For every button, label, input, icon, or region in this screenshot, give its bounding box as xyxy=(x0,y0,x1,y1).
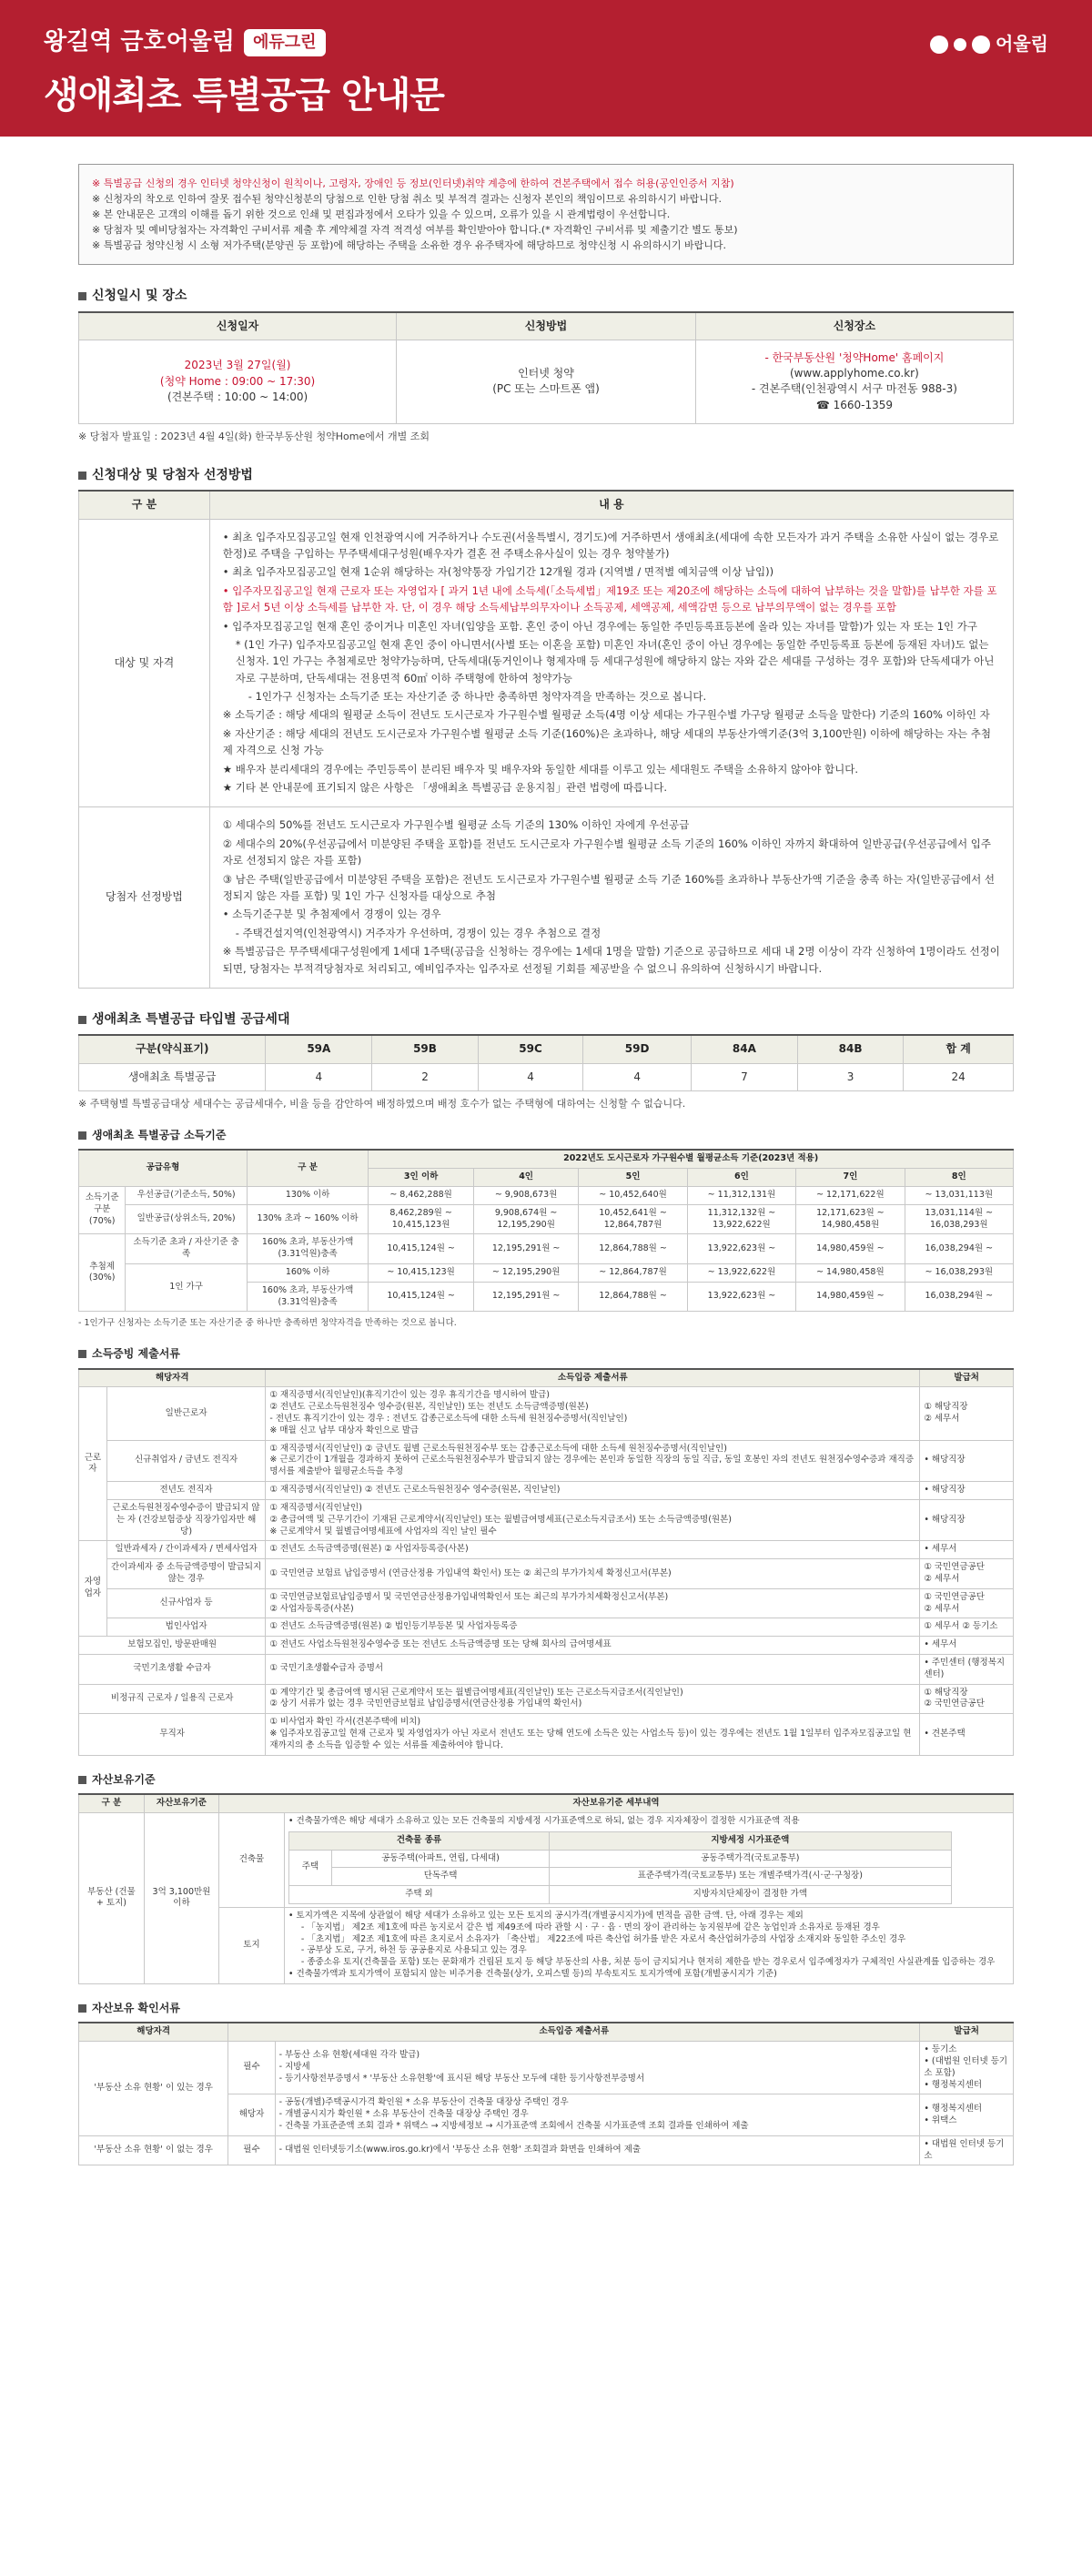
schedule-place: - 견본주택(인천광역시 서구 마전동 988-3) xyxy=(751,382,957,396)
income-div: 160% 초과, 부동산가액(3.31억원)충족 xyxy=(247,1282,369,1312)
income-value: ~ 12,171,622원 xyxy=(796,1186,905,1204)
docs-who: 근로소득원천징수영수증이 발급되지 않는 자 (건강보험증상 직장가입자만 해당) xyxy=(106,1499,266,1540)
income-type: 1인 가구 xyxy=(126,1264,248,1312)
brand-logo xyxy=(930,31,1048,57)
income-value: 13,031,114원 ~ 16,038,293원 xyxy=(905,1204,1013,1234)
income-type: 일반공급(상위소득, 20%) xyxy=(126,1204,248,1234)
criteria-line: * (1인 가구) 입주자모집공고일 현재 혼인 중이 아니면서(사별 또는 이혼을 포함) 미혼인 자녀(혼인 중이 아닌 경우에는 동일한 주민등록표 등본에 등재된 자녀)도 없는 신청자. 1인 가구는 추첨제로만 청약가능하며, 단독세대(동거인이나 형제자매 등 세대구성원에 해당하지 않는 자와 같은 세대를 구성하는 경우 포함)와 단독세대가 아닌 자로 구분하며, 단독세대는 전용면적 60㎡ 이하 주택형에 한하여 청약가능 xyxy=(235,637,995,685)
table-header: 지방세정 시가표준액 xyxy=(550,1831,952,1850)
table-header: 건축물 종류 xyxy=(288,1831,549,1850)
section-title-schedule: 신청일시 및 장소 xyxy=(78,287,1014,305)
assetdocs-who: '부동산 소유 현황' 이 있는 경우 xyxy=(79,2042,228,2136)
table-header: 구분(약식표기) xyxy=(79,1035,266,1063)
docs-issuer: • 해당직장 xyxy=(920,1482,1014,1500)
docs-list: ① 계약기간 및 총급여액 명시된 근로계약서 또는 월별급여명세표(직인날인) 또는 근로소득지급조서(직인날인) ② 상기 서류가 없는 경우 국민연금보험료 납입증명서(연금산정용 가입내역 확인서) xyxy=(266,1684,920,1714)
docs-issuer: ① 세무서 ② 등기소 xyxy=(920,1618,1014,1637)
section-title-docs: 소득증빙 제출서류 xyxy=(78,1346,1014,1362)
docs-list: ① 재직증명서(직인날인) ② 전년도 근로소득원천징수 영수증(원본, 직인날인) xyxy=(266,1482,920,1500)
table-header: 84A xyxy=(691,1035,797,1063)
table-header: 구 분 xyxy=(79,491,210,519)
logo-dot-icon xyxy=(972,35,990,54)
criteria-line: - 1인가구 신청자는 소득기준 또는 자산기준 중 하나만 충족하면 청약자격을 만족하는 것으로 봅니다. xyxy=(248,690,707,704)
header-subtitle-row xyxy=(44,25,1048,60)
docs-issuer: • 해당직장 xyxy=(920,1440,1014,1481)
docs-issuer: ① 해당직장 ② 국민연금공단 xyxy=(920,1684,1014,1714)
table-header: 4인 xyxy=(473,1169,579,1187)
table-header: 소득입증 제출서류 xyxy=(228,2023,920,2041)
table-row xyxy=(79,1440,1014,1481)
income-value: 12,195,291원 ~ xyxy=(473,1234,579,1264)
assetdocs-req: 해당자 xyxy=(228,2094,275,2135)
table-header: 3인 이하 xyxy=(369,1169,474,1187)
docs-group: 자영업자 xyxy=(79,1541,107,1637)
asset-line: - 공부상 도로, 구거, 하천 등 공공용지로 사용되고 있는 경우 xyxy=(300,1945,527,1956)
asset-label: 부동산 (건물 + 토지) xyxy=(79,1812,145,1983)
notice-item: ※ 특별공급 신청의 경우 인터넷 청약신청이 원칙이나, 고령자, 장애인 등 정보(인터넷)취약 계층에 한하여 견본주택에서 접수 허용(공인인증서 지참) xyxy=(92,177,734,189)
section-title-assetdocs: 자산보유 확인서류 xyxy=(78,2001,1014,2016)
asset-std: 3억 3,100만원 이하 xyxy=(144,1812,218,1983)
income-note: - 1인가구 신청자는 소득기준 또는 자산기준 중 하나만 충족하면 청약자격을 만족하는 것으로 봅니다. xyxy=(78,1318,457,1329)
assetdocs-req: 필수 xyxy=(228,2135,275,2165)
income-value: 10,415,124원 ~ xyxy=(369,1282,474,1312)
schedule-method-sub: (PC 또는 스마트폰 앱) xyxy=(492,382,600,396)
docs-who: 전년도 전직자 xyxy=(106,1482,266,1500)
schedule-place-cell xyxy=(695,340,1013,423)
income-value: ~ 8,462,288원 xyxy=(369,1186,474,1204)
table-header: 소득입증 제출서류 xyxy=(266,1369,920,1387)
table-header: 6인 xyxy=(687,1169,795,1187)
income-value: ~ 13,922,622원 xyxy=(687,1264,795,1283)
section-title-supply: 생애최초 특별공급 타입별 공급세대 xyxy=(78,1010,1014,1029)
income-value: 16,038,294원 ~ xyxy=(905,1282,1013,1312)
income-value: 9,908,674원 ~ 12,195,290원 xyxy=(473,1204,579,1234)
income-div: 130% 초과 ~ 160% 이하 xyxy=(247,1204,369,1234)
table-header: 7인 xyxy=(796,1169,905,1187)
docs-who: 국민기초생활 수급자 xyxy=(79,1655,266,1685)
table-header: 8인 xyxy=(905,1169,1013,1187)
docs-list: ① 전년도 소득금액증명(원본) ② 법인등기부등본 및 사업자등록증 xyxy=(266,1618,920,1637)
asset-sub-cell: 공동주택(아파트, 연립, 다세대) xyxy=(332,1850,550,1868)
logo-dot-icon xyxy=(954,38,966,51)
income-value: ~ 12,864,787원 xyxy=(579,1264,687,1283)
table-header: 합 계 xyxy=(904,1035,1014,1063)
logo-dot-icon xyxy=(930,35,948,54)
income-value: 16,038,294원 ~ xyxy=(905,1234,1013,1264)
asset-subtable xyxy=(288,1831,952,1904)
schedule-date: 2023년 3월 27일(월) xyxy=(184,359,291,372)
brand-name: 어울림 xyxy=(996,33,1048,55)
docs-list: ① 전년도 소득금액증명(원본) ② 사업자등록증(사본) xyxy=(266,1541,920,1559)
income-value: 12,864,788원 ~ xyxy=(579,1282,687,1312)
docs-who: 신규취업자 / 금년도 전직자 xyxy=(106,1440,266,1481)
docs-list: ① 국민연금 보험료 납입증명서 (연금산정용 가입내역 확인서) 또는 ② 최근의 부가가치세 확정신고서(부본) xyxy=(266,1559,920,1589)
table-header: 59A xyxy=(266,1035,372,1063)
section-title-criteria: 신청대상 및 당첨자 선정방법 xyxy=(78,466,1014,484)
docs-issuer: ① 국민연금공단 ② 세무서 xyxy=(920,1588,1014,1618)
docs-issuer: • 해당직장 xyxy=(920,1499,1014,1540)
schedule-date-cell xyxy=(79,340,397,423)
criteria-line: • 입주자모집공고일 현재 근로자 또는 자영업자 [ 과거 1년 내에 소득세(「소득세법」제19조 또는 제20조에 해당하는 소득에 대하여 납부하는 것을 말함)를 납부한 자를 포함 ]로서 5년 이상 소득세를 납부한 자. 단, 이 경우 해당 소득세납부의무자이나 소득공제, 세액공제, 세액감면 등으로 납부의무액이 없는 경우를 포함 xyxy=(222,583,997,614)
criteria-table xyxy=(78,490,1014,989)
assetdocs-docs: - 공동(개별)주택공시가격 확인원 * 소유 부동산이 건축물 대장상 주택인 경우 - 개별공시지가 확인원 * 소유 부동산이 건축물 대장상 주택인 경우 - 건축물 가표준준액 조회 결과 * 위택스 → 지방세정보 → 시가표준액 조회에서 건축물 시가표준액 조회 결과를 인쇄하여 제출 xyxy=(275,2094,920,2135)
section-title-income: 생애최초 특별공급 소득기준 xyxy=(78,1128,1014,1143)
asset-line: • 건축물가액과 토지가액이 포함되지 않는 비주거용 건축물(상가, 오피스텔 등)의 부속토지도 토지가액에 포함(개별공시지가 기준) xyxy=(288,1969,777,1980)
assetdocs-docs: - 부동산 소유 현황(세대원 각각 발급) - 지방세 - 등기사항전부증명서 * '부동산 소유현황'에 표시된 해당 부동산 모두에 대한 등기사항전부증명서 xyxy=(275,2042,920,2094)
assetdocs-who: '부동산 소유 현황' 이 없는 경우 xyxy=(79,2135,228,2165)
docs-who: 간이과세자 중 소득금액증명이 발급되지 않는 경우 xyxy=(106,1559,266,1589)
table-header: 59C xyxy=(478,1035,583,1063)
income-table xyxy=(78,1149,1014,1312)
docs-who: 일반근로자 xyxy=(106,1387,266,1440)
criteria-line: ※ 소득기준 : 해당 세대의 월평균 소득이 전년도 도시근로자 가구원수별 월평균 소득(4명 이상 세대는 가구원수별 가구당 월평균 소득을 말한다) 기준의 160% 이하인 자 xyxy=(222,708,990,722)
income-value: ~ 10,452,640원 xyxy=(579,1186,687,1204)
criteria-line: ② 세대수의 20%(우선공급에서 미분양된 주택을 포함)를 전년도 도시근로자 가구원수별 월평균 소득 기준의 160% 이하인 자까지 확대하여 일반공급(우선공급에서 입주자로 선정되지 않은 자를 포함) xyxy=(222,837,991,867)
income-value: 13,922,623원 ~ xyxy=(687,1282,795,1312)
docs-who: 보험모집인, 방문판매원 xyxy=(79,1637,266,1655)
schedule-place: (www.applyhome.co.kr) xyxy=(789,367,919,380)
income-value: 13,922,623원 ~ xyxy=(687,1234,795,1264)
asset-sub-cell: 단독주택 xyxy=(332,1868,550,1886)
page-title: 생애최초 특별공급 안내문 xyxy=(44,74,444,117)
supply-value: 7 xyxy=(691,1063,797,1090)
asset-line: • 건축물가액은 해당 세대가 소유하고 있는 모든 건축물의 지방세정 시가표준액으로 하되, 없는 경우 지자체장이 결정한 시가표준액 적용 xyxy=(288,1815,800,1826)
income-value: ~ 16,038,293원 xyxy=(905,1264,1013,1283)
table-header: 신청일자 xyxy=(79,312,397,340)
income-div: 160% 초과, 부동산가액(3.31억원)충족 xyxy=(247,1234,369,1264)
supply-row-label: 생애최초 특별공급 xyxy=(79,1063,266,1090)
square-bullet-icon xyxy=(78,1016,86,1024)
table-row xyxy=(79,1541,1014,1559)
criteria-line: ※ 자산기준 : 해당 세대의 전년도 도시근로자 가구원수별 월평균 소득 기준(160%)은 초과하나, 해당 세대의 부동산가액기준(3억 3,100만원) 이하에 해당하는 자는 추첨제 자격으로 신청 가능 xyxy=(222,726,991,757)
criteria-label: 당첨자 선정방법 xyxy=(79,807,210,989)
asset-table xyxy=(78,1793,1014,1984)
table-header: 84B xyxy=(797,1035,903,1063)
table-header: 신청장소 xyxy=(695,312,1013,340)
table-row xyxy=(79,1637,1014,1655)
income-value: ~ 12,195,290원 xyxy=(473,1264,579,1283)
criteria-content xyxy=(209,519,1013,807)
criteria-line: ★ 배우자 분리세대의 경우에는 주민등록이 분리된 배우자 및 배우자와 동일한 세대를 이루고 있는 세대원도 주택을 소유하지 않아야 합니다. xyxy=(222,762,858,776)
table-row xyxy=(79,1714,1014,1755)
table-row xyxy=(79,1499,1014,1540)
table-header: 신청방법 xyxy=(397,312,696,340)
docs-issuer: • 견본주택 xyxy=(920,1714,1014,1755)
docs-list: ① 비사업자 확인 각서(견본주택에 비치) ※ 입주자모집공고일 현재 근로자 및 자영업자가 아닌 자로서 전년도 또는 당해 연도에 소득은 있는 사업소득 등)이 있는 경우에는 전년도 1월 1일부터 입주자모집공고일 현재까지의 총 소득을 입증할 수 있는 서류를 제출하여야 합니다. xyxy=(266,1714,920,1755)
assetdocs-issuer: • 대법원 인터넷 등기소 xyxy=(920,2135,1014,2165)
table-header: 59B xyxy=(372,1035,478,1063)
section-title-asset: 자산보유기준 xyxy=(78,1772,1014,1788)
table-row xyxy=(79,1588,1014,1618)
square-bullet-icon xyxy=(78,292,86,300)
criteria-line: ★ 기타 본 안내문에 표기되지 않은 사항은 「생애최초 특별공급 운용지침」관련 법령에 따릅니다. xyxy=(222,781,667,795)
asset-sub-cell: 주택 외 xyxy=(288,1886,549,1904)
table-header: 해당자격 xyxy=(79,2023,228,2041)
table-row xyxy=(79,1618,1014,1637)
income-value: 8,462,289원 ~ 10,415,123원 xyxy=(369,1204,474,1234)
table-header: 발급처 xyxy=(920,2023,1014,2041)
income-value: ~ 11,312,131원 xyxy=(687,1186,795,1204)
schedule-method-cell xyxy=(397,340,696,423)
square-bullet-icon xyxy=(78,1776,86,1784)
notice-item: ※ 신청자의 착오로 인하여 잘못 접수된 청약신청분의 당첨으로 인한 당첨 취소 및 부적격 결과는 신청자 본인의 책임이므로 유의하시기 바랍니다. xyxy=(92,193,722,206)
table-header: 2022년도 도시근로자 가구원수별 월평균소득 기준(2023년 적용) xyxy=(369,1150,1014,1168)
square-bullet-icon xyxy=(78,472,86,480)
income-type: 우선공급(기준소득, 50%) xyxy=(126,1186,248,1204)
docs-list: ① 국민기초생활수급자 증명서 xyxy=(266,1655,920,1685)
schedule-table xyxy=(78,311,1014,424)
asset-line: • 토지가액은 지목에 상관없이 해당 세대가 소유하고 있는 모든 토지의 공시가격(개별공시지가)에 면적을 곱한 금액. 단, 아래 경우는 제외 xyxy=(288,1911,804,1921)
asset-land-label: 토지 xyxy=(219,1908,285,1984)
asset-sub-cell: 공동주택가격(국토교통부) xyxy=(550,1850,952,1868)
income-value: 10,415,124원 ~ xyxy=(369,1234,474,1264)
income-value: ~ 9,908,673원 xyxy=(473,1186,579,1204)
table-row xyxy=(79,1684,1014,1714)
supply-value: 4 xyxy=(583,1063,692,1090)
schedule-note: ※ 당첨자 발표일 : 2023년 4월 4일(화) 한국부동산원 청약Home에서 개별 조회 xyxy=(78,430,430,442)
table-header: 내 용 xyxy=(209,491,1013,519)
docs-who: 법인사업자 xyxy=(106,1618,266,1637)
income-value: ~ 13,031,113원 xyxy=(905,1186,1013,1204)
header-tag: 에듀그린 xyxy=(244,29,326,56)
criteria-line: • 최초 입주자모집공고일 현재 인천광역시에 거주하거나 수도권(서울특별시, 경기도)에 거주하면서 생애최초(세대에 속한 모든자가 과거 주택을 소유한 사실이 없는 경우로 한정)로 주택을 구입하는 무주택세대구성원(배우자가 결혼 전 주택소유사실이 있는 경우 청약불가) xyxy=(222,530,999,560)
docs-who: 비정규직 근로자 / 일용직 근로자 xyxy=(79,1684,266,1714)
asset-sub-cell: 지방자치단체장이 결정한 가액 xyxy=(550,1886,952,1904)
notice-item: ※ 특별공급 청약신청 시 소형 저가주택(분양권 등 포함)에 해당하는 주택을 소유한 경우 유주택자에 해당하므로 청약신청 시 유의하시기 바랍니다. xyxy=(92,239,727,252)
notice-item: ※ 당첨자 및 예비당첨자는 자격확인 구비서류 제출 후 계약체결 자격 적격성 여부를 확인받아야 합니다.(* 자격확인 구비서류 및 제출기간 별도 통보) xyxy=(92,224,738,237)
docs-who: 신규사업자 등 xyxy=(106,1588,266,1618)
income-value: 11,312,132원 ~ 13,922,622원 xyxy=(687,1204,795,1234)
docs-who: 무직자 xyxy=(79,1714,266,1755)
criteria-line: • 소득기준구분 및 추첨제에서 경쟁이 있는 경우 xyxy=(222,908,441,921)
asset-building-detail xyxy=(284,1812,1013,1907)
assetdocs-table xyxy=(78,2022,1014,2165)
table-header: 공급유형 xyxy=(79,1150,248,1186)
asset-building-label: 건축물 xyxy=(219,1812,285,1907)
table-header: 59D xyxy=(583,1035,692,1063)
table-header: 구 분 xyxy=(79,1794,145,1812)
asset-line: - 종중소유 토지(건축물을 포함) 또는 문화재가 건립된 토지 등 해당 부동산의 사용, 처분 등이 금지되거나 현저히 제한을 받는 경우로서 입주예정자가 구체적인 사실관계를 입증하는 경우 xyxy=(300,1957,996,1968)
schedule-date-time: (청약 Home : 09:00 ~ 17:30) xyxy=(159,374,316,388)
income-value: 12,195,291원 ~ xyxy=(473,1282,579,1312)
table-header: 자산보유기준 세부내역 xyxy=(219,1794,1014,1812)
docs-issuer: • 세무서 xyxy=(920,1541,1014,1559)
docs-issuer: • 주민센터 (행정복지센터) xyxy=(920,1655,1014,1685)
docs-group: 근로자 xyxy=(79,1387,107,1541)
docs-issuer: ① 국민연금공단 ② 세무서 xyxy=(920,1559,1014,1589)
income-value: 10,452,641원 ~ 12,864,787원 xyxy=(579,1204,687,1234)
asset-land-detail xyxy=(284,1908,1013,1984)
supply-value: 4 xyxy=(478,1063,583,1090)
table-header: 5인 xyxy=(579,1169,687,1187)
schedule-date-house: (견본주택 : 10:00 ~ 14:00) xyxy=(167,390,308,404)
supply-value: 2 xyxy=(372,1063,478,1090)
income-value: 12,171,623원 ~ 14,980,458원 xyxy=(796,1204,905,1234)
asset-line: - 「농지법」 제2조 제1호에 따른 농지로서 같은 법 제49조에 따라 관할 시 · 구 · 읍 · 면의 장이 관리하는 농지원부에 같은 농업인과 소유자로 등재된 경우 xyxy=(300,1922,880,1932)
criteria-line: ① 세대수의 50%를 전년도 도시근로자 가구원수별 월평균 소득 기준의 130% 이하인 자에게 우선공급 xyxy=(222,818,690,832)
income-type: 소득기준 초과 / 자산기준 충족 xyxy=(126,1234,248,1264)
assetdocs-docs: - 대법원 인터넷등기소(www.iros.go.kr)에서 '부동산 소유 현황' 조회결과 화면을 인쇄하여 제출 xyxy=(275,2135,920,2165)
income-value: ~ 14,980,458원 xyxy=(796,1264,905,1283)
criteria-line: ③ 남은 주택(일반공급에서 미분양된 주택을 포함)은 전년도 도시근로자 가구원수별 월평균 소득 기준 160%를 초과하나 부동산가액 기준을 충족 하는 자(일반공급에서 선정되지 않은 자를 포함) 및 1인 가구 신청자를 대상으로 추첨 xyxy=(222,872,995,902)
table-row xyxy=(79,1559,1014,1589)
header-subtitle: 왕길역 금호어울림 xyxy=(44,28,235,56)
income-group: 소득기준 구분 (70%) xyxy=(79,1186,126,1233)
supply-value: 3 xyxy=(797,1063,903,1090)
income-div: 160% 이하 xyxy=(247,1264,369,1283)
supply-total: 24 xyxy=(904,1063,1014,1090)
schedule-place: - 한국부동산원 '청약Home' 홈페이지 xyxy=(764,350,945,364)
docs-list: ① 재직증명서(직인날인)(휴직기간이 있는 경우 휴직기간을 명시하여 발급) ② 전년도 근로소득원천징수 영수증(원본, 직인날인) 또는 전년도 소득금액증명(원본) - 전년도 휴직기간이 있는 경우 : 전년도 갑종근로소득에 대한 소득세 원천징수증명서(직인날인) ※ 매월 신고 납부 대상자 확인으로 발급 xyxy=(266,1387,920,1440)
asset-house-label: 주택 xyxy=(288,1850,331,1886)
asset-line: - 「초지법」 제2조 제1호에 따른 초지로서 소유자가 「축산법」 제22조에 따른 축산업 허가를 받은 자로서 축산업허가증의 사업장 소재지와 동일한 주소인 경우 xyxy=(300,1933,906,1944)
square-bullet-icon xyxy=(78,1350,86,1358)
table-row xyxy=(79,1482,1014,1500)
income-div: 130% 이하 xyxy=(247,1186,369,1204)
criteria-line: ※ 특별공급은 무주택세대구성원에게 1세대 1주택(공급을 신청하는 경우에는 1세대 1명을 말함) 기준으로 공급하므로 세대 내 2명 이상이 각각 신청하여 1명이라도 선정이 되면, 당첨자는 부적격당첨자로 처리되고, 예비입주자는 입주자로 선정될 기회를 제공받을 수 없으니 유의하여 신청하시기 바랍니다. xyxy=(222,945,1000,975)
docs-who: 일반과세자 / 간이과세자 / 면세사업자 xyxy=(106,1541,266,1559)
criteria-content xyxy=(209,807,1013,989)
table-header: 구 분 xyxy=(247,1150,369,1186)
docs-table xyxy=(78,1368,1014,1756)
table-header: 해당자격 xyxy=(79,1369,266,1387)
criteria-line: • 입주자모집공고일 현재 혼인 중이거나 미혼인 자녀(입양을 포함. 혼인 중이 아닌 경우에는 동일한 주민등록표등본에 올라 있는 자녀를 말함)가 있는 자 또는 1인 가구 xyxy=(222,619,977,633)
notice-box xyxy=(78,164,1014,265)
docs-list: ① 국민연금보험료납입증명서 및 국민연금산정용가입내역확인서 또는 최근의 부가가치세확정신고서(부본) ② 사업자등록증(사본) xyxy=(266,1588,920,1618)
assetdocs-issuer: • 등기소 • (대법원 인터넷 등기소 포함) • 행정복지센터 xyxy=(920,2042,1014,2094)
criteria-line: • 최초 입주자모집공고일 현재 1순위 해당하는 자(청약통장 가입기간 12개월 경과 (지역별 / 면적별 예치금액 이상 납입)) xyxy=(222,565,774,579)
supply-note: ※ 주택형별 특별공급대상 세대수는 공급세대수, 비율 등을 감안하여 배정하였으며 배정 호수가 없는 주택형에 대하여는 신청할 수 없습니다. xyxy=(78,1098,686,1110)
docs-issuer: • 세무서 xyxy=(920,1637,1014,1655)
docs-list: ① 재직증명서(직인날인) ② 총급여액 및 근무기간이 기재된 근로계약서(직인날인) 또는 월별급여명세표(근로소득지급조서) 또는 소득금액증명(원본) ※ 근로계약서 및 월별급여명세표에 사업자의 직인 날인 필수 xyxy=(266,1499,920,1540)
assetdocs-issuer: • 행정복지센터 • 위택스 xyxy=(920,2094,1014,2135)
docs-list: ① 전년도 사업소득원천징수영수증 또는 전년도 소득금액증명 또는 당해 회사의 급여명세표 xyxy=(266,1637,920,1655)
table-header: 자산보유기준 xyxy=(144,1794,218,1812)
income-value: 14,980,459원 ~ xyxy=(796,1282,905,1312)
schedule-phone: ☎ 1660-1359 xyxy=(815,398,893,411)
square-bullet-icon xyxy=(78,1131,86,1140)
asset-sub-cell: 표준주택가격(국토교통부) 또는 개별주택가격(시·군·구청장) xyxy=(550,1868,952,1886)
table-header: 발급처 xyxy=(920,1369,1014,1387)
docs-list: ① 재직증명서(직인날인) ② 금년도 월별 근로소득원천징수부 또는 갑종근로소득에 대한 소득세 원천징수증명서(직인날인) ※ 근로기간이 1개월을 경과하지 못하여 근로소득원천징수부가 발급되지 않는 경우에는 본인과 동일한 직장의 동일 직급, 동일 호봉인 자의 전년도 원천징수영수증과 재직증명서를 제출받아 월평균소득을 추정 xyxy=(266,1440,920,1481)
income-group: 추첨제 (30%) xyxy=(79,1234,126,1312)
income-value: 12,864,788원 ~ xyxy=(579,1234,687,1264)
docs-issuer: ① 해당직장 ② 세무서 xyxy=(920,1387,1014,1440)
criteria-line: - 주택건설지역(인천광역시) 거주자가 우선하며, 경쟁이 있는 경우 추첨으로 결정 xyxy=(235,926,602,939)
income-value: ~ 10,415,123원 xyxy=(369,1264,474,1283)
table-row xyxy=(79,1387,1014,1440)
criteria-label: 대상 및 자격 xyxy=(79,519,210,807)
assetdocs-req: 필수 xyxy=(228,2042,275,2094)
supply-table xyxy=(78,1034,1014,1091)
header-banner xyxy=(0,0,1092,137)
schedule-method: 인터넷 청약 xyxy=(518,367,574,380)
supply-value: 4 xyxy=(266,1063,372,1090)
table-row xyxy=(79,1655,1014,1685)
main-content xyxy=(0,164,1092,2165)
notice-item: ※ 본 안내문은 고객의 이해를 돕기 위한 것으로 인쇄 및 편집과정에서 오타가 있을 수 있으며, 오류가 있을 시 관계법령이 우선합니다. xyxy=(92,208,671,221)
income-value: 14,980,459원 ~ xyxy=(796,1234,905,1264)
square-bullet-icon xyxy=(78,2004,86,2013)
